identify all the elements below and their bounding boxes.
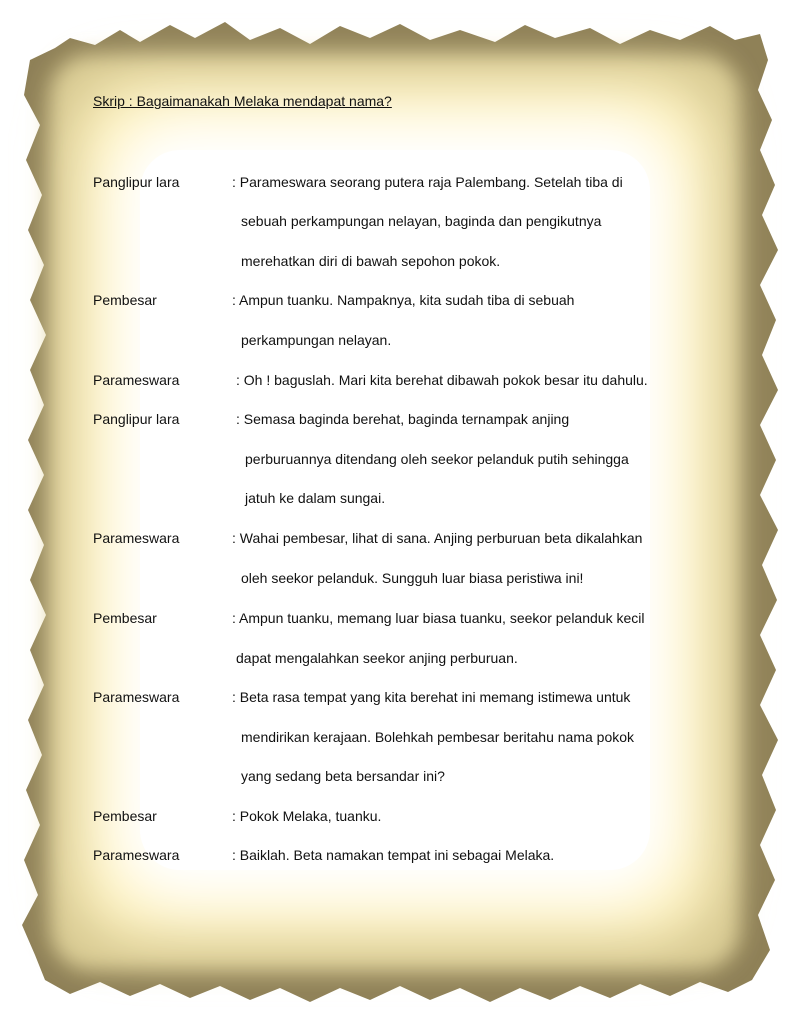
speaker-label: Parameswara <box>93 689 180 705</box>
dialogue-line: : Beta rasa tempat yang kita berehat ini memang istimewa untuk <box>232 689 631 705</box>
dialogue-line: : Pokok Melaka, tuanku. <box>232 808 382 824</box>
dialogue-line: perburuannya ditendang oleh seekor pelanduk putih sehingga <box>245 451 629 467</box>
speaker-label: Panglipur lara <box>93 411 180 427</box>
dialogue-line: dapat mengalahkan seekor anjing perburuan. <box>236 650 518 666</box>
dialogue-line: : Baiklah. Beta namakan tempat ini sebagai Melaka. <box>232 847 555 863</box>
dialogue-line: mendirikan kerajaan. Bolehkah pembesar beritahu nama pokok <box>241 729 635 745</box>
dialogue-line: yang sedang beta bersandar ini? <box>241 768 445 784</box>
script-title: Skrip : Bagaimanakah Melaka mendapat nama? <box>93 93 392 109</box>
dialogue-line: : Ampun tuanku, memang luar biasa tuanku, seekor pelanduk kecil <box>232 610 645 626</box>
dialogue-line: : Semasa baginda berehat, baginda ternampak anjing <box>236 411 570 427</box>
dialogue-line: : Ampun tuanku. Nampaknya, kita sudah tiba di sebuah <box>232 292 575 308</box>
dialogue-line: sebuah perkampungan nelayan, baginda dan pengikutnya <box>241 213 602 229</box>
speaker-label: Panglipur lara <box>93 174 180 190</box>
dialogue-line: : Wahai pembesar, lihat di sana. Anjing perburuan beta dikalahkan <box>232 530 643 546</box>
speaker-label: Parameswara <box>93 530 180 546</box>
dialogue-line: : Parameswara seorang putera raja Palembang. Setelah tiba di <box>232 174 623 190</box>
dialogue-line: merehatkan diri di bawah sepohon pokok. <box>241 253 501 269</box>
dialogue-line: jatuh ke dalam sungai. <box>245 490 386 506</box>
speaker-label: Pembesar <box>93 610 157 626</box>
dialogue-line: : Oh ! baguslah. Mari kita berehat dibawah pokok besar itu dahulu. <box>236 372 648 388</box>
speaker-label: Pembesar <box>93 808 157 824</box>
speaker-label: Parameswara <box>93 372 180 388</box>
speaker-label: Pembesar <box>93 292 157 308</box>
dialogue-line: oleh seekor pelanduk. Sungguh luar biasa peristiwa ini! <box>241 570 584 586</box>
speaker-label: Parameswara <box>93 847 180 863</box>
dialogue-line: perkampungan nelayan. <box>241 332 392 348</box>
